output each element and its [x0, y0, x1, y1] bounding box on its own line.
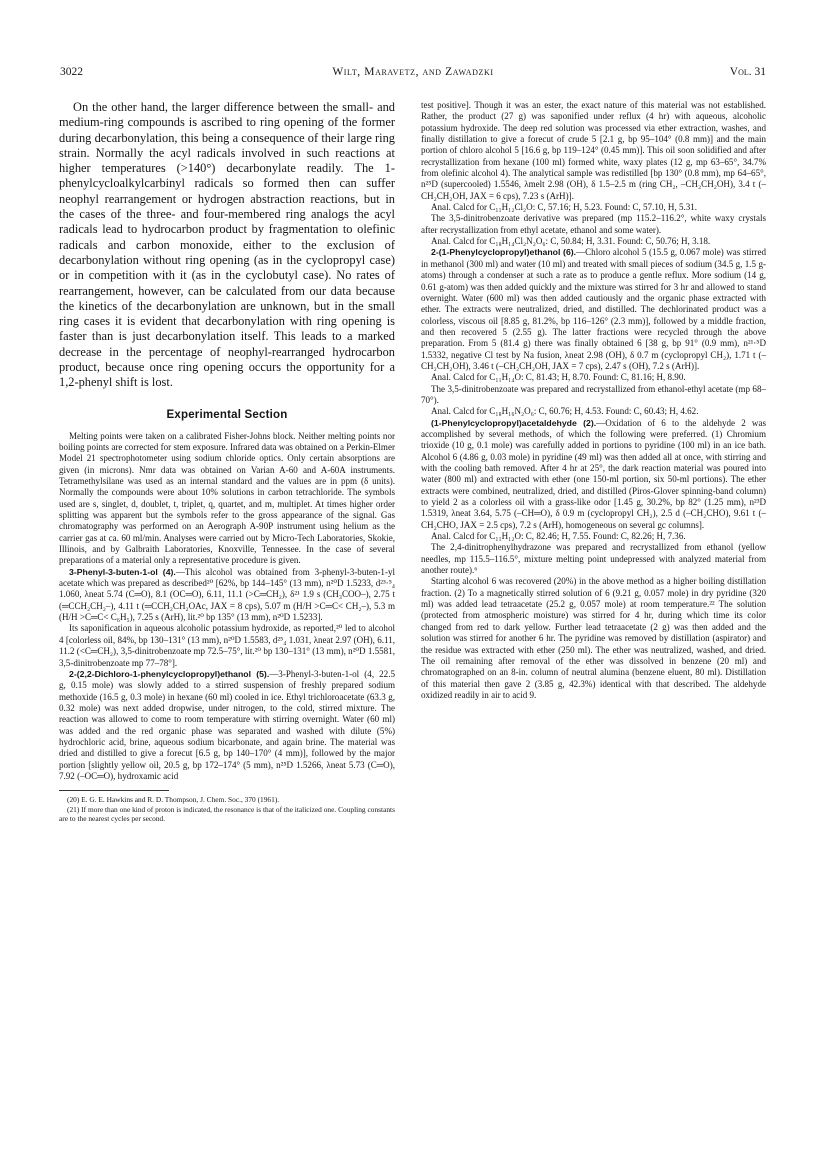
- analysis-6: Anal. Calcd for C₁₁H₁₄O: C, 81.43; H, 8.70. Found: C, 81.16; H, 8.90.: [431, 372, 686, 383]
- footnote-rule: [59, 790, 169, 791]
- page-number: 3022: [60, 66, 83, 78]
- compound-6-paragraph: [421, 247, 766, 372]
- volume-label: Vol. 31: [729, 66, 766, 78]
- compound-4-body: —This alcohol was obtained from 3-phenyl-3-buten-1-yl acetate which was prepared as described²⁰ [62%, bp 144–145° (13 mm), n²⁰D 1.5233, d²³·⁵₄ 1.060, λneat 5.74 (C═O), 8.1 (OC═O), 6.11, 11.1 (>C═CH₂), δ²¹ 1.9 s (CH₃COO–), 2.75 t (═CCH₂CH₂–), 4.11 t (═CCH₂CH₂OAc, JAX = 8 cps), 5.07 m (H/H >C═C< CH₂–), 5.3 m (H/H >C═C< C₆H₅), 7.25 s (ArH), lit.²⁰ bp 135° (13 mm), n²⁰D 1.5233].: [59, 566, 395, 623]
- lead-tetraacetate-paragraph: Starting alcohol 6 was recovered (20%) in the above method as a higher boiling distillation fraction. (2) To a magnetically stirred solution of 6 (9.21 g, 0.057 mole) in dry pyridine (320 ml) was added lead tetraacetate (25.2 g, 0.057 mole) at room temperature.²² The solution (protected from atmospheric moisture) was stirred for 4 hr, during which time its color changed from red to dark yellow. Further lead tetraacetate (2 g) was then added and the solution was stirred for another 6 hr. The pyridine was removed by distillation (aspirator) and the residue was extracted with ether (250 ml). The ether was neutralized, washed, and dried. The oil remaining after removal of the ether was dissolved in benzene (20 ml) and chromatographed on an 8-in. column of neutral alumina (benzene eluent, 80 ml). Distillation of this material then gave 2 (3.85 g, 42.3%) identical with that described. The aldehyde oxidized readily in air to acid 9.: [421, 576, 766, 700]
- intro-paragraph: On the other hand, the larger difference between the small- and medium-ring compounds is ascribed to ring opening of the former during decarbonylation, this being a consequence of their large ring strain. Normally the acyl radicals involved in such reactions at higher temperatures (>140°) decarbonylate readily. The 1-phenylcycloalkylcarbinyl radicals so formed then can suffer neophyl rearrangement or hydrogen abstraction reactions, but in the cases of the three- and four-membered ring analogs the acyl radicals lead to hydrocarbon product by fragmentation to olefinic radicals and carbon monoxide, either to the exclusion of decarbonylation without ring opening (as in the cyclopropyl case) or in competition with it (as in the cyclobutyl case). No rates of rearrangement, however, can be calculated from our data because the kinetics of the decarbonylation are unknown, but in the small ring cases it is evident that decarbonylation with ring opening is faster than is just decarbonylation itself. This leads to a marked decrease in the percentage of neophyl-rearranged hydrocarbon product, because once ring opening occurs the opportunity for a 1,2-phenyl shift is lost.: [59, 100, 395, 390]
- compound-5-paragraph: [59, 669, 395, 782]
- running-authors: Wilt, Maravetz, and Zawadzki: [332, 66, 494, 78]
- compound-5-heading: 2-(2,2-Dichloro-1-phenylcyclopropyl)ethanol (5).: [69, 668, 270, 679]
- footnote-21: (21) If more than one kind of proton is indicated, the resonance is that of the italicized one. Coupling constants are to the nearest cycles per second.: [59, 804, 395, 823]
- dinitrobenzoate-6: The 3,5-dinitrobenzoate was prepared and recrystallized from ethanol-ethyl acetate (mp 68–70°).: [421, 383, 766, 405]
- dinitrophenylhydrazone-2: The 2,4-dinitrophenylhydrazone was prepared and recrystallized from ethanol (yellow needles, mp 115.5–116.5°, mixture melting point undepressed with analyzed material from another route).⁶: [421, 542, 766, 576]
- compound-2-heading: (1-Phenylcyclopropyl)acetaldehyde (2).: [431, 417, 597, 428]
- compound-5-body: —3-Phenyl-3-buten-1-ol (4, 22.5 g, 0.15 mole) was slowly added to a stirred suspension of freshly prepared sodium methoxide (16.5 g, 0.3 mole) in hexane (60 ml) cooled in ice. Ethyl trichloroacetate (63.3 g, 0.32 mole) was next added dropwise, under nitrogen, to the cold, stirred mixture. The reaction was allowed to come to room temperature with stirring overnight. Water (60 ml) was added and the red organic phase was separated and washed with dilute (5%) hydrochloric acid, brine, aqueous sodium bicarbonate, and again brine. The material was dried and distilled to give a forecut [6.5 g, bp 140–170° (4 mm)], followed by the major portion [slightly yellow oil, 20.5 g, bp 172–174° (5 mm), n²⁵D 1.5266, λneat 5.73 (C═O), 7.92 (–OC═O), hydroxamic acid: [59, 668, 395, 781]
- compound-4-paragraph: [59, 567, 395, 624]
- general-methods-paragraph: Melting points were taken on a calibrated Fisher-Johns block. Neither melting points nor boiling points are corrected for stem exposure. Infrared data was obtained on a Perkin-Elmer Model 21 spectrophotometer using sodium chloride optics. Only certain absorptions are given (in microns). Nmr data was obtained on Varian A-60 and A-60A instruments. Tetramethylsilane was used as an internal standard and the values are in ppm (δ units). Normally the compounds were about 10% solutions in carbon tetrachloride. The symbols used are s, singlet, d, doublet, t, triplet, q, quartet, and m, multiplet. At times higher order splitting was apparent but the symbols refer to the gross appearance of the signal. Gas chromatography was performed on an Aerograph A-90P instrument using helium as the carrier gas at ca. 60 ml/min. Analyses were carried out by Micro-Tech Laboratories, Skokie, Illinois, and by Galbraith Laboratories, Knoxville, Tennessee. In the case of several preparations of a material only a representative procedure is given.: [59, 430, 395, 566]
- compound-6-heading: 2-(1-Phenylcyclopropyl)ethanol (6).: [431, 247, 577, 258]
- left-column: [59, 100, 395, 823]
- compound-2-body: —Oxidation of 6 to the aldehyde 2 was accomplished by several methods, of which the following were preferred. (1) Chromium trioxide (10 g, 0.1 mole) was carefully added in portions to pyridine (100 ml) in an ice bath. Alcohol 6 (4.86 g, 0.03 mole) in pyridine (49 ml) was then added all at once, with stirring and with the cooling bath removed. After 4 hr at 25°, the dark reaction material was poured into water (800 ml) and extracted with ether (one 150-ml portion, six 50-ml portions). The ether extracts were combined, neutralized, dried, and distilled (Piros-Glover spinning-band column) to yield 2 as a colorless oil with a grass-like odor [1.45 g, 30.2%, bp 82° (1.25 mm), n²³D 1.5319, λneat 3.64, 5.75 (–CH═O), δ 0.9 m (cyclopropyl CH₂), 2.5 d (–CH₂CHO), 9.61 t (–CH₂CHO, JAX = 2.5 cps), 7.2 s (ArH), homogeneous on several gc columns].: [421, 417, 767, 530]
- analysis-6-derivative: Anal. Calcd for C₁₈H₁₆N₂O₆: C, 60.76; H, 4.53. Found: C, 60.43; H, 4.62.: [431, 406, 699, 417]
- compound-5-continuation: test positive]. Though it was an ester, the exact nature of this material was not established. Rather, the product (27 g) was saponified under reflux (4 hr) with aqueous, alcoholic potassium hydroxide. The deep red solution was processed via ether extraction, washes, and finally distillation to give a forecut of crude 5 [2.1 g, bp 95–104° (0.8 mm)] and the main portion of chloro alcohol 5 [16.6 g, bp 119–124° (0.45 mm)]. This oil soon solidified and after recrystallization from hexane (100 ml) formed white, waxy plates (12 g, mp 63–65°, 34.7% from olefinic alcohol 4). The analytical sample was redistilled [bp 130° (0.8 mm), mp 64–65°, n²⁵D (supercooled) 1.5546, λmelt 2.98 (OH), δ 1.5–2.5 m (ring CH₂, –CH₂CH₂OH), 3.4 t (–CH₂CH₂OH, JAX = 6 cps), 7.23 s (ArH)].: [421, 100, 766, 201]
- running-header: [60, 66, 766, 84]
- right-column: [421, 100, 766, 701]
- saponification-paragraph: Its saponification in aqueous alcoholic potassium hydroxide, as reported,²⁰ led to alcohol 4 [colorless oil, 84%, bp 130–131° (13 mm), n²⁰D 1.5583, d²⁵₄ 1.031, λneat 2.97 (OH), 6.11, 11.2 (<C═CH₂), 3,5-dinitrobenzoate mp 72.5–75°, lit.²⁰ bp 130–131° (13 mm), n²⁰D 1.5581, 3,5-dinitrobenzoate mp 77–78°].: [59, 623, 395, 668]
- footnote-20: (20) E. G. E. Hawkins and R. D. Thompson, J. Chem. Soc., 370 (1961).: [67, 795, 280, 805]
- analysis-5-derivative: Anal. Calcd for C₁₈H₁₄Cl₂N₂O₆: C, 50.84; H, 3.31. Found: C, 50.76; H, 3.18.: [431, 236, 711, 247]
- compound-6-body: —Chloro alcohol 5 (15.5 g, 0.067 mole) was stirred in methanol (300 ml) and water (10 ml) and treated with small pieces of sodium (34.5 g, 1.5 g-atoms) through a condenser at such a rate as to produce a gentle reflux. More sodium (14 g, 0.61 g-atom) was then added quickly and the mixture was stirred for 3 hr and allowed to stand overnight. Water (600 ml) was then added cautiously and the organic phase extracted with ether. The extracts were neutralized, dried, and distilled. The dechlorinated product was a colorless, viscous oil [8.85 g, 81.2%, bp 116–126° (2.3 mm)], followed by a middle fraction, and then recovered 5 (2.55 g). The latter fractions were recycled through the above preparation. From 5 (81.4 g) there was finally obtained 6 [38 g, bp 91° (0.9 mm), n²¹·⁵D 1.5332, negative Cl test by Na fusion, λneat 2.98 (OH), δ 0.7 m (cyclopropyl CH₂), 1.71 t (–CH₂CH₂OH), 3.46 t (–CH₂CH₂OH, JAX = 7 cps), 2.47 s (OH), 7.2 s (ArH)].: [421, 247, 766, 371]
- analysis-5: Anal. Calcd for C₁₁H₁₂Cl₂O: C, 57.16; H, 5.23. Found: C, 57.10, H, 5.31.: [431, 202, 698, 213]
- compound-4-heading: 3-Phenyl-3-buten-1-ol (4).: [69, 566, 176, 577]
- section-heading: Experimental Section: [166, 408, 288, 421]
- compound-2-paragraph: [421, 418, 766, 531]
- dinitrobenzoate-5: The 3,5-dinitrobenzoate derivative was prepared (mp 115.2–116.2°, white waxy crystals after recrystallization from ethyl acetate, ethanol and some water).: [421, 213, 766, 235]
- analysis-2: Anal. Calcd for C₁₁H₁₂O: C, 82.46; H, 7.55. Found: C, 82.26; H, 7.36.: [431, 531, 686, 542]
